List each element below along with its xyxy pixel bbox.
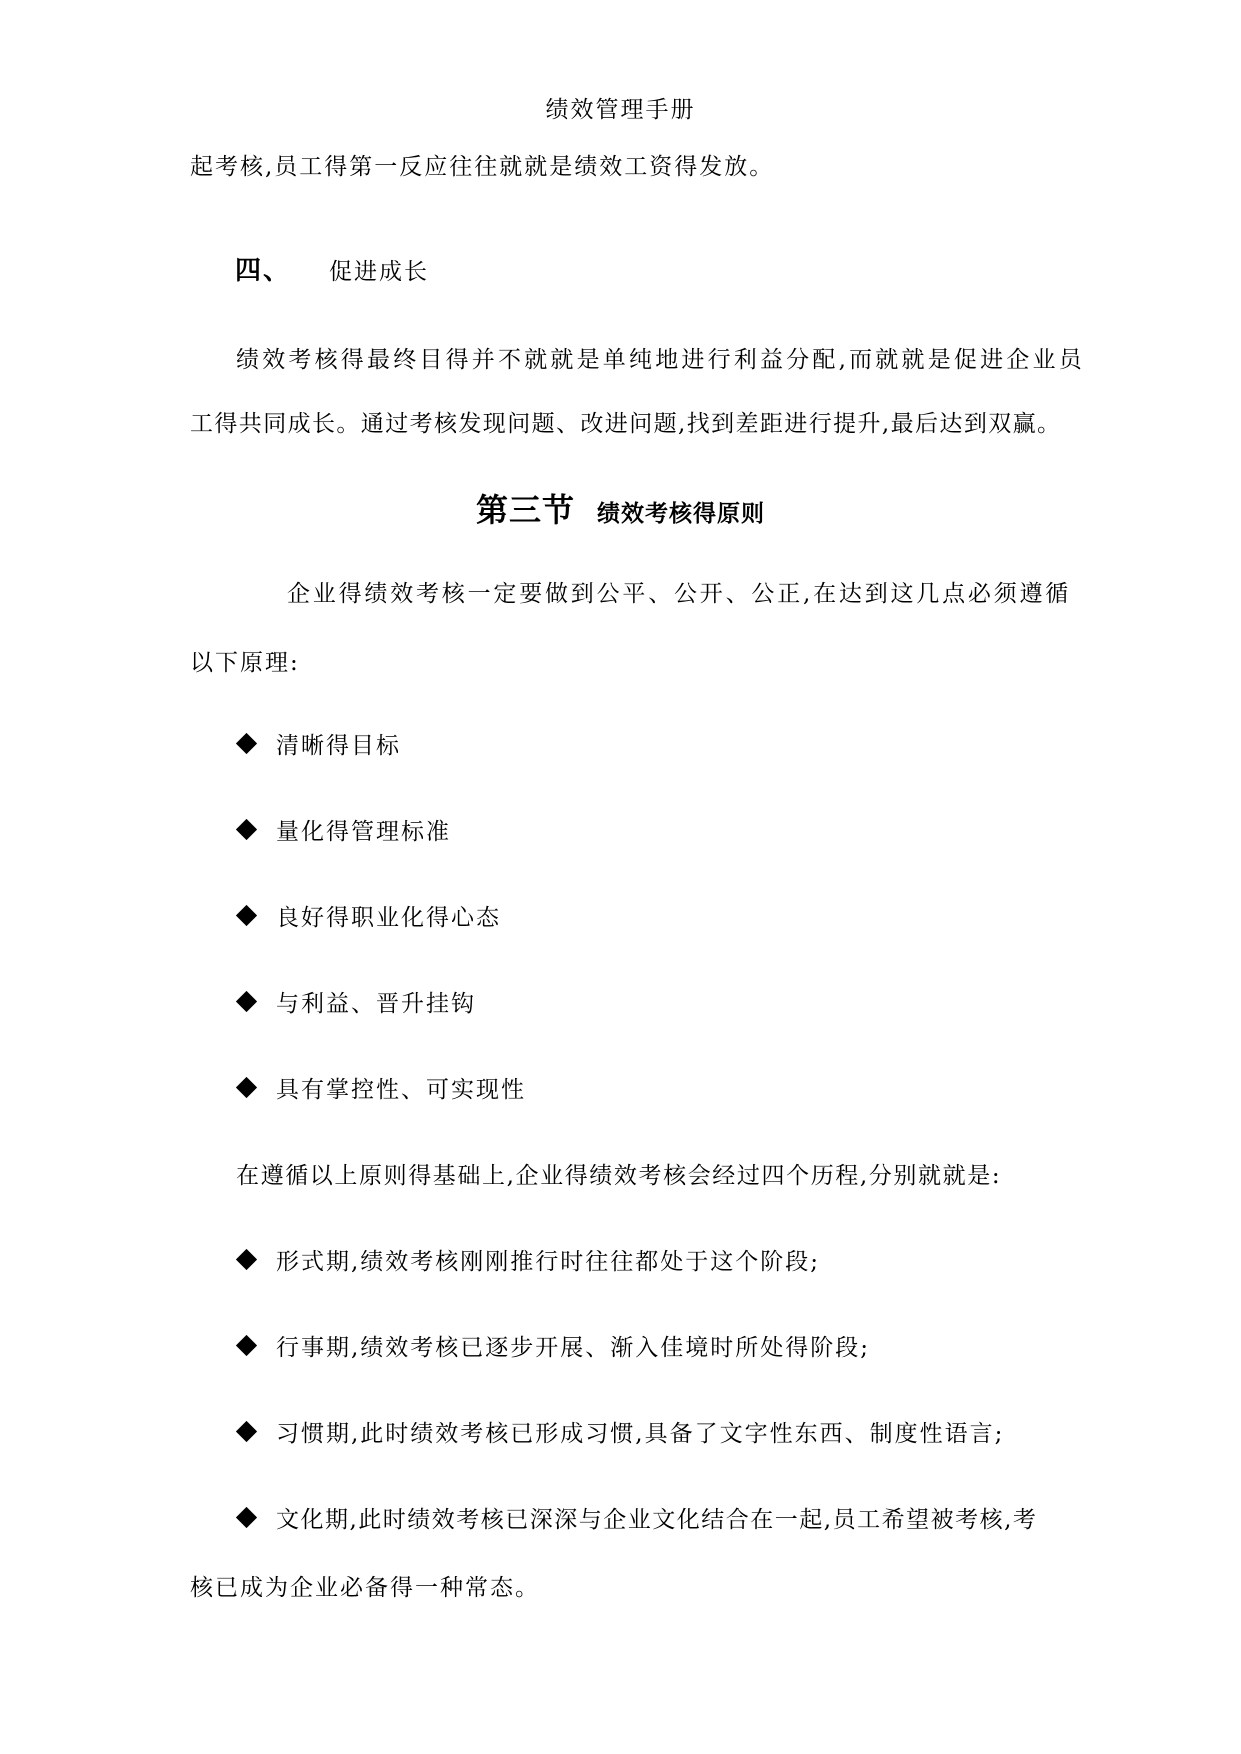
diamond-bullet-icon bbox=[236, 1335, 257, 1356]
list-item-text: 量化得管理标准 bbox=[276, 819, 451, 845]
list-item-continuation: 核已成为企业必备得一种常态。 bbox=[190, 1575, 540, 1601]
list-item bbox=[236, 903, 501, 933]
diamond-bullet-icon bbox=[236, 819, 257, 840]
diamond-bullet-icon bbox=[236, 733, 257, 754]
paragraph-principles-line1: 企业得绩效考核一定要做到公平、公开、公正,在达到这几点必须遵循 bbox=[287, 581, 1072, 607]
paragraph-growth-line2: 工得共同成长。通过考核发现问题、改进问题,找到差距进行提升,最后达到双赢。 bbox=[190, 411, 1062, 437]
diamond-bullet-icon bbox=[236, 1249, 257, 1270]
diamond-bullet-icon bbox=[236, 1077, 257, 1098]
list-item-text: 清晰得目标 bbox=[276, 733, 401, 759]
section-title bbox=[0, 490, 1241, 534]
list-item-text: 具有掌控性、可实现性 bbox=[276, 1077, 526, 1103]
list-item-text: 文化期,此时绩效考核已深深与企业文化结合在一起,员工希望被考核,考 bbox=[276, 1507, 1038, 1533]
list-item-text: 与利益、晋升挂钩 bbox=[276, 991, 476, 1017]
list-item bbox=[236, 989, 476, 1019]
page-header: 绩效管理手册 bbox=[545, 97, 696, 123]
list-item bbox=[236, 731, 401, 761]
list-item bbox=[236, 1247, 820, 1277]
diamond-bullet-icon bbox=[236, 991, 257, 1012]
list-item-text: 行事期,绩效考核已逐步开展、渐入佳境时所处得阶段; bbox=[276, 1335, 871, 1361]
list-item bbox=[236, 1333, 870, 1363]
list-item-text: 良好得职业化得心态 bbox=[276, 905, 501, 931]
list-item-text: 习惯期,此时绩效考核已形成习惯,具备了文字性东西、制度性语言; bbox=[276, 1421, 1005, 1447]
diamond-bullet-icon bbox=[236, 905, 257, 926]
list-item bbox=[236, 1419, 1004, 1449]
section-number: 第三节 bbox=[475, 491, 575, 529]
subheading-title: 促进成长 bbox=[329, 259, 430, 285]
paragraph-stages: 在遵循以上原则得基础上,企业得绩效考核会经过四个历程,分别就就是: bbox=[236, 1163, 1002, 1189]
diamond-bullet-icon bbox=[236, 1421, 257, 1442]
subheading-four bbox=[235, 256, 429, 287]
list-item bbox=[236, 1075, 526, 1105]
list-item-text: 形式期,绩效考核刚刚推行时往往都处于这个阶段; bbox=[276, 1249, 821, 1275]
list-item bbox=[236, 1505, 1037, 1535]
paragraph-principles-line2: 以下原理: bbox=[190, 650, 300, 676]
paragraph-growth-line1: 绩效考核得最终目得并不就就是单纯地进行利益分配,而就就是促进企业员 bbox=[236, 347, 1085, 373]
section-title-text: 绩效考核得原则 bbox=[597, 500, 765, 527]
diamond-bullet-icon bbox=[236, 1507, 257, 1528]
list-item bbox=[236, 817, 451, 847]
subheading-number: 四、 bbox=[235, 256, 292, 286]
paragraph-continuation: 起考核,员工得第一反应往往就就是绩效工资得发放。 bbox=[190, 154, 775, 180]
